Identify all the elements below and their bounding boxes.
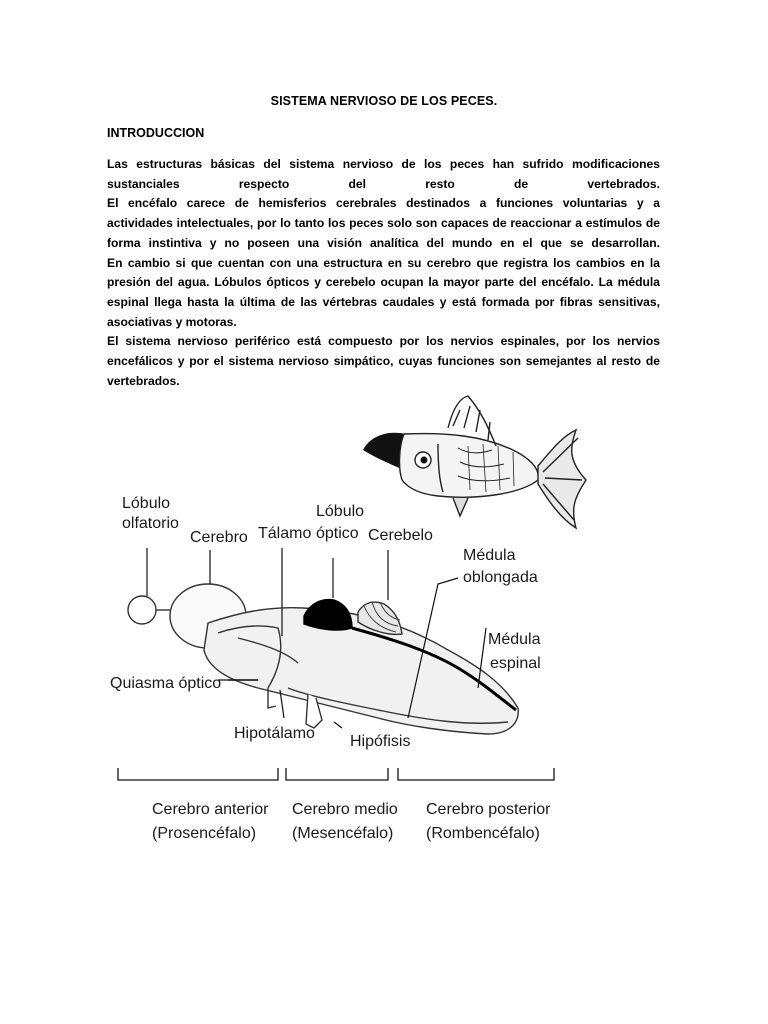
label-medula-oblongada-1: Médula: [463, 547, 516, 564]
label-lobulo-olfatorio-2: olfatorio: [122, 515, 179, 532]
label-cerebelo: Cerebelo: [368, 527, 433, 544]
label-medula-espinal-1: Médula: [488, 631, 541, 648]
region-posterior-sub: (Rombencéfalo): [426, 825, 540, 842]
body-text: [107, 155, 660, 391]
page-title: SISTEMA NERVIOSO DE LOS PECES.: [270, 94, 498, 108]
region-anterior-name: Cerebro anterior: [152, 801, 269, 818]
fish-illustration: [363, 396, 586, 528]
label-hipotalamo: Hipotálamo: [234, 725, 315, 742]
label-quiasma-optico: Quiasma óptico: [110, 675, 222, 692]
region-anterior-sub: (Prosencéfalo): [152, 825, 257, 842]
section-heading: INTRODUCCION: [107, 126, 205, 140]
region-medio-sub: (Mesencéfalo): [292, 825, 394, 842]
paragraph-2: El encéfalo carece de hemisferios cerebrales destinados a funciones voluntarias y a actividades intelectuales, por lo tanto los peces solo son capaces de reaccionar a estímulos de forma instintiva y no poseen una visión analítica del mundo en el que se desarrollan.: [107, 196, 660, 250]
paragraph-3: En cambio si que cuentan con una estructura en su cerebro que registra los cambios en la presión del agua. Lóbulos ópticos y cerebelo ocupan la mayor parte del encéfalo. La médula espinal llega hasta la última de las vértebras caudales y está formada por fibras sensitivas, asociativas y motoras.: [107, 255, 660, 329]
label-lobulo-olfatorio-1: Lóbulo: [122, 495, 171, 512]
label-medula-oblongada-2: oblongada: [463, 569, 538, 586]
label-medula-espinal-2: espinal: [490, 655, 541, 672]
region-medio-name: Cerebro medio: [292, 801, 398, 818]
label-talamo: Tálamo: [258, 525, 312, 542]
label-hipofisis: Hipófisis: [350, 733, 411, 750]
label-cerebro: Cerebro: [190, 529, 248, 546]
label-lobulo-optico-1: Lóbulo: [316, 503, 365, 520]
paragraph-4: El sistema nervioso periférico está compuesto por los nervios espinales, por los nervios encefálicos y por el sistema nervioso simpático, cuyas funciones son semejantes al resto de vertebrados.: [107, 334, 660, 388]
region-posterior-name: Cerebro posterior: [426, 801, 551, 818]
brain-diagram-svg: [108, 388, 598, 858]
label-lobulo-optico-2: óptico: [316, 525, 359, 542]
region-brackets: [118, 768, 554, 780]
brain-diagram: [108, 388, 598, 858]
paragraph-1: Las estructuras básicas del sistema nervioso de los peces han sufrido modificaciones sustanciales respecto del resto de vertebrados.: [107, 157, 660, 191]
brain-illustration: [128, 584, 518, 734]
